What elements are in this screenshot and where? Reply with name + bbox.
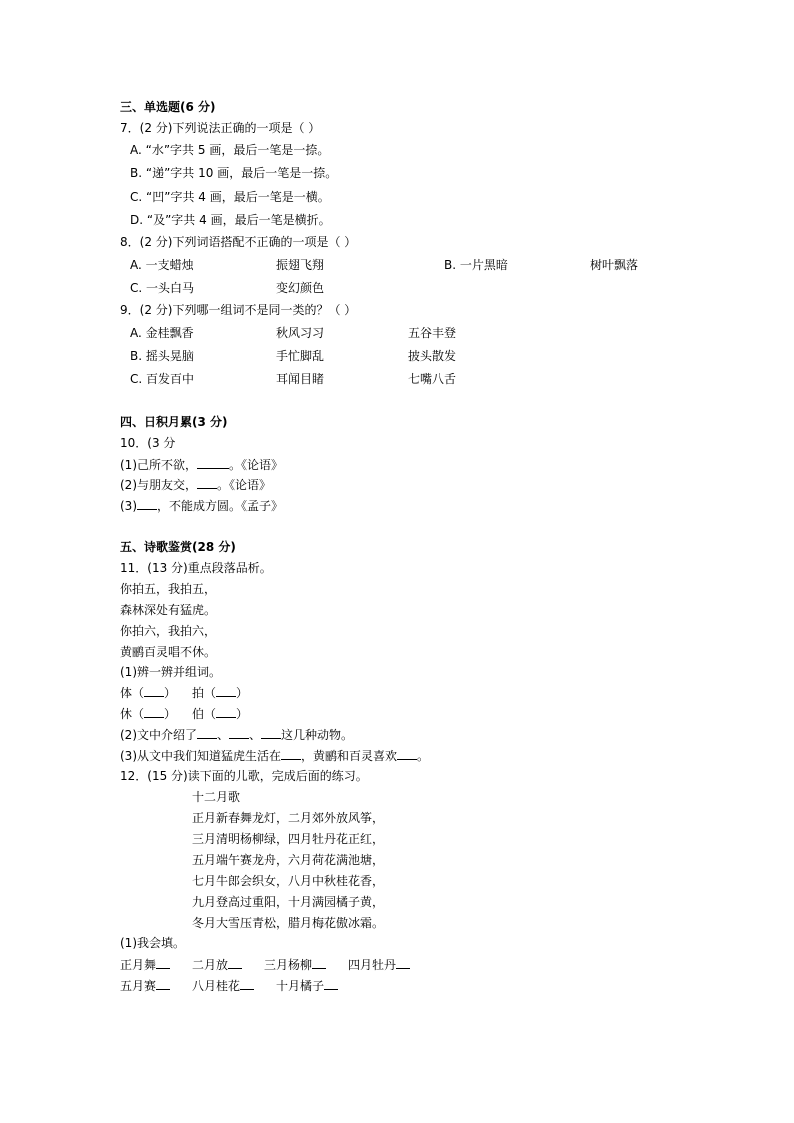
answer-blank[interactable]	[216, 706, 236, 718]
part-3-lead: (3)从文中我们知道猛虎生活在	[120, 749, 281, 763]
q8-option-c-phrase: 变幻颜色	[276, 281, 325, 295]
q10-line-3-lead: (3)	[120, 499, 137, 513]
question-11-stem: 11．(13 分)重点段落品析。	[120, 561, 272, 575]
song-line: 冬月大雪压青松，腊月梅花傲冰霜。	[192, 916, 385, 930]
q9-option-b-word2: 手忙脚乱	[276, 349, 325, 363]
q8-option-b-phrase: 树叶飘落	[590, 258, 639, 272]
q11-part-3	[120, 748, 429, 763]
q12-part-1: (1)我会填。	[120, 936, 185, 950]
q7-option-d: D. “及”字共 4 画，最后一笔是横折。	[130, 213, 331, 227]
word-char-pai	[192, 685, 248, 700]
q11-part-1: (1)辨一辨并组词。	[120, 665, 221, 679]
song-line: 五月端午赛龙舟，六月荷花满池塘，	[192, 853, 385, 867]
q8-option-a-phrase: 振翅飞翔	[276, 258, 325, 272]
word-char-ti	[120, 685, 176, 700]
poem-line: 黄鹂百灵唱不休。	[120, 645, 217, 659]
q7-option-b: B. “递”字共 10 画，最后一笔是一捺。	[130, 166, 338, 180]
answer-blank[interactable]	[137, 498, 157, 510]
answer-blank[interactable]	[312, 957, 326, 969]
question-7-stem: 7．(2 分)下列说法正确的一项是（ ）	[120, 121, 321, 135]
fill-label: 八月桂花	[192, 979, 241, 993]
fill-item	[348, 957, 410, 972]
poem-line: 森林深处有猛虎。	[120, 603, 217, 617]
bracket-close: ）	[164, 707, 177, 721]
section-heading-3: 三、单选题(6 分)	[120, 100, 216, 114]
answer-blank[interactable]	[156, 957, 170, 969]
fill-label: 十月橘子	[276, 979, 325, 993]
answer-blank[interactable]	[144, 706, 164, 718]
q8-option-b: B. 一片黑暗	[444, 258, 508, 272]
fill-item	[264, 957, 326, 972]
question-9-stem: 9．(2 分)下列哪一组词不是同一类的？（ ）	[120, 303, 357, 317]
poem-line: 你拍五，我拍五，	[120, 582, 217, 596]
separator: 、	[249, 728, 262, 742]
song-title: 十二月歌	[192, 790, 241, 804]
q9-option-c-word2: 耳闻目睹	[276, 372, 325, 386]
separator: 、	[217, 728, 230, 742]
bracket-close: ）	[236, 707, 249, 721]
answer-blank[interactable]	[324, 978, 338, 990]
part-2-lead: (2)文中介绍了	[120, 728, 197, 742]
question-8-stem: 8．(2 分)下列词语搭配不正确的一项是（ ）	[120, 235, 357, 249]
fill-item	[192, 978, 254, 993]
answer-blank[interactable]	[197, 477, 217, 489]
fill-label: 正月舞	[120, 958, 157, 972]
q9-option-b: B. 摇头晃脑	[130, 349, 194, 363]
q10-line-2	[120, 477, 271, 492]
q9-option-a: A. 金桂飘香	[130, 326, 194, 340]
section-heading-5: 五、诗歌鉴赏(28 分)	[120, 540, 236, 554]
part-3-tail: 。	[417, 749, 430, 763]
fill-label: 四月牡丹	[348, 958, 397, 972]
q9-option-a-word2: 秋风习习	[276, 326, 325, 340]
char-label: 拍（	[192, 686, 217, 700]
q7-option-a: A. “水”字共 5 画，最后一笔是一捺。	[130, 143, 330, 157]
song-line: 正月新春舞龙灯，二月郊外放风筝，	[192, 811, 385, 825]
part-2-tail: 这几种动物。	[281, 728, 354, 742]
answer-blank[interactable]	[197, 457, 229, 469]
char-label: 伯（	[192, 707, 217, 721]
fill-item	[192, 957, 242, 972]
word-char-xiu	[120, 706, 176, 721]
question-12-stem: 12．(15 分)读下面的儿歌，完成后面的练习。	[120, 769, 368, 783]
q10-line-1-lead: (1)己所不欲，	[120, 458, 197, 472]
q9-option-b-word3: 披头散发	[408, 349, 457, 363]
fill-label: 五月赛	[120, 979, 157, 993]
fill-label: 三月杨柳	[264, 958, 313, 972]
q8-option-a: A. 一支蜡烛	[130, 258, 194, 272]
song-line: 九月登高过重阳，十月满园橘子黄，	[192, 895, 385, 909]
q8-option-c: C. 一头白马	[130, 281, 195, 295]
answer-blank[interactable]	[396, 957, 410, 969]
q9-option-c-word3: 七嘴八舌	[408, 372, 457, 386]
answer-blank[interactable]	[229, 727, 249, 739]
answer-blank[interactable]	[281, 748, 301, 760]
part-3-mid: ，黄鹂和百灵喜欢	[301, 749, 398, 763]
answer-blank[interactable]	[240, 978, 254, 990]
answer-blank[interactable]	[156, 978, 170, 990]
q11-part-2	[120, 727, 353, 742]
q10-line-2-source: 。《论语》	[217, 478, 272, 492]
word-char-bo	[192, 706, 248, 721]
answer-blank[interactable]	[216, 685, 236, 697]
answer-blank[interactable]	[261, 727, 281, 739]
q9-option-a-word3: 五谷丰登	[408, 326, 457, 340]
q10-line-3-source: ，不能成方圆。《孟子》	[157, 499, 284, 513]
q9-option-c: C. 百发百中	[130, 372, 195, 386]
fill-label: 二月放	[192, 958, 229, 972]
answer-blank[interactable]	[228, 957, 242, 969]
q10-line-2-lead: (2)与朋友交，	[120, 478, 197, 492]
bracket-close: ）	[164, 686, 177, 700]
answer-blank[interactable]	[144, 685, 164, 697]
answer-blank[interactable]	[397, 748, 417, 760]
section-heading-4: 四、日积月累(3 分)	[120, 415, 228, 429]
fill-item	[276, 978, 338, 993]
bracket-close: ）	[236, 686, 249, 700]
char-label: 体（	[120, 686, 145, 700]
poem-line: 你拍六，我拍六，	[120, 624, 217, 638]
q7-option-c: C. “凹”字共 4 画，最后一笔是一横。	[130, 190, 330, 204]
q10-line-3	[120, 498, 283, 513]
answer-blank[interactable]	[197, 727, 217, 739]
q10-line-1	[120, 457, 283, 472]
char-label: 休（	[120, 707, 145, 721]
song-line: 三月清明杨柳绿，四月牡丹花正红，	[192, 832, 385, 846]
fill-item	[120, 957, 170, 972]
fill-item	[120, 978, 170, 993]
song-line: 七月牛郎会织女，八月中秋桂花香，	[192, 874, 385, 888]
q10-line-1-source: 。《论语》	[229, 458, 284, 472]
question-10-stem: 10．(3 分	[120, 436, 176, 450]
